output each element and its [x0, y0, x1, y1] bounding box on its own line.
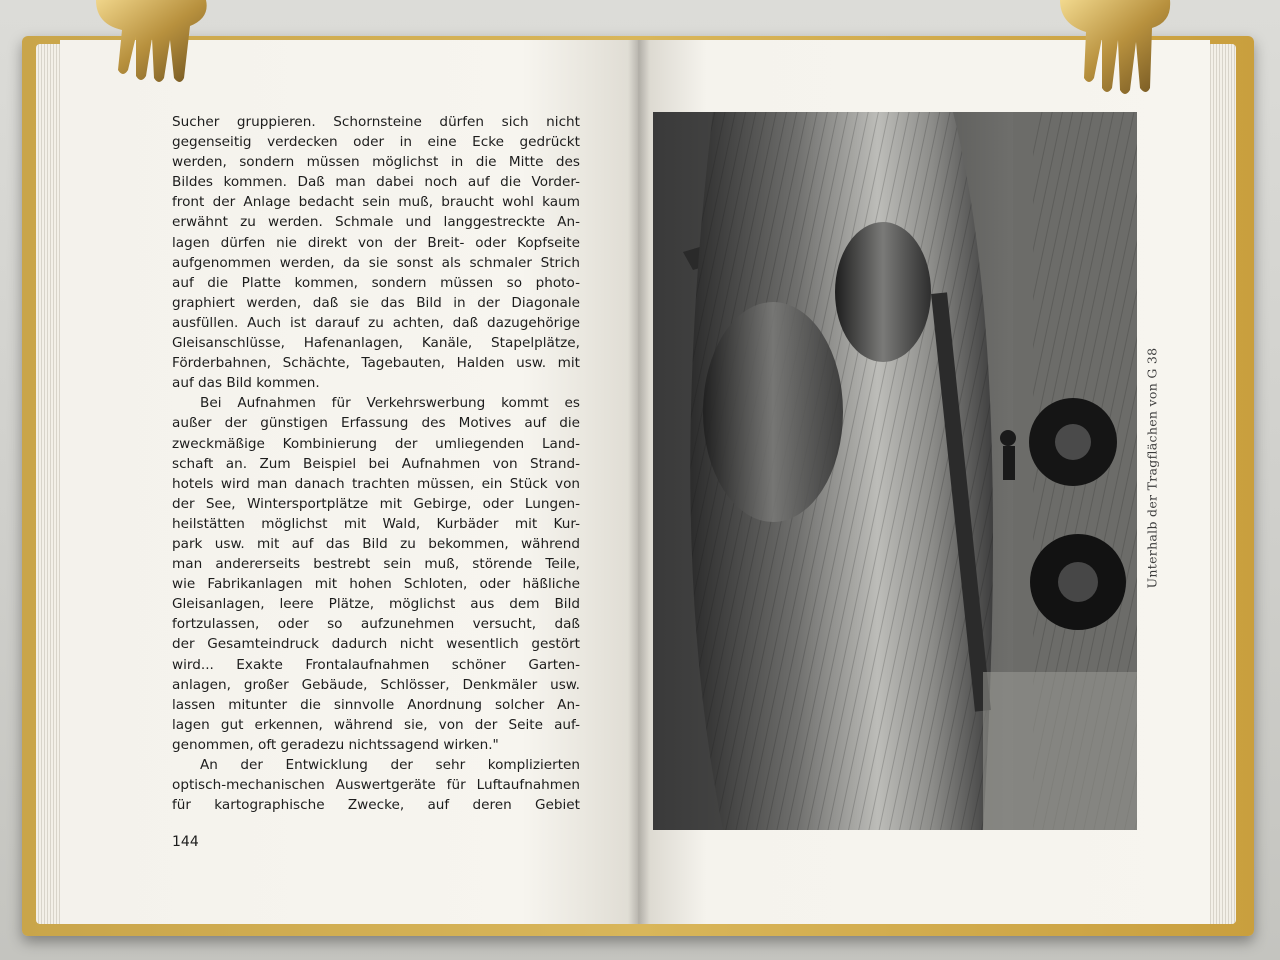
text-line: erwähnt zu werden. Schmale und langgestreckte An-	[172, 214, 580, 231]
text-line: wird... Exakte Frontalaufnahmen schöner Garten-	[172, 656, 580, 673]
text-line: für kartographische Zwecke, auf deren Gebiet	[172, 797, 580, 814]
text-line: Förderbahnen, Schächte, Tagebauten, Halden usw. mit	[172, 355, 580, 372]
text-line: auf das Bild kommen.	[172, 375, 320, 392]
text-line: heilstätten möglichst mit Wald, Kurbäder mit Kur-	[172, 515, 580, 532]
left-page-holder-hand	[86, 0, 216, 86]
text-line: lagen gut erkennen, während sie, von der Seite auf-	[172, 716, 580, 733]
text-line: schaft an. Zum Beispiel bei Aufnahmen von Strand-	[172, 455, 580, 472]
text-line: lassen mitunter die sinnvolle Anordnung solcher An-	[172, 696, 580, 713]
text-line: genommen, oft geradezu nichtssagend wirken."	[172, 736, 499, 753]
text-line: Gleisanlagen, leere Plätze, möglichst aus dem Bild	[172, 596, 580, 613]
text-line: wie Fabrikanlagen mit hohen Schloten, oder häßliche	[172, 576, 580, 593]
text-line: lagen dürfen nie direkt von der Breit- oder Kopfseite	[172, 234, 580, 251]
text-line: An der Entwicklung der sehr komplizierten	[200, 757, 580, 773]
text-line: anlagen, großer Gebäude, Schlösser, Denkmäler usw.	[172, 676, 580, 693]
text-line: der Gesamteindruck dadurch nicht wesentlich gestört	[172, 636, 580, 653]
text-line: gegenseitig verdecken oder in eine Ecke gedrückt	[172, 134, 580, 151]
text-line: hotels wird man danach trachten müssen, ein Stück von	[172, 475, 580, 492]
text-line: zweckmäßige Kombinierung der umliegenden Land-	[172, 435, 580, 452]
text-line: man andererseits bestrebt sein muß, störende Teile,	[172, 556, 580, 573]
right-page-holder-hand	[1054, 0, 1178, 98]
text-line: fortzulassen, oder so aufzunehmen versucht, daß	[172, 616, 580, 633]
book-gutter	[628, 40, 650, 924]
text-line: Bei Aufnahmen für Verkehrswerbung kommt es	[200, 395, 580, 412]
aircraft-photograph	[653, 112, 1137, 830]
aircraft-photo-illustration	[653, 112, 1137, 830]
page-number: 144	[172, 834, 199, 850]
text-line: auf die Platte kommen, sondern müssen so photo-	[172, 274, 580, 291]
text-line: graphiert werden, daß sie das Bild in der Diagonale	[172, 294, 580, 311]
text-line: werden, sondern müssen möglichst in die Mitte des	[172, 154, 580, 171]
text-line: ausfüllen. Auch ist darauf zu achten, daß dazugehörige	[172, 314, 580, 331]
text-line: park usw. mit auf das Bild zu bekommen, während	[172, 535, 580, 552]
text-line: Gleisanschlüsse, Hafenanlagen, Kanäle, Stapelplätze,	[172, 335, 580, 352]
text-line: der See, Wintersportplätze mit Gebirge, oder Lungen-	[172, 495, 580, 512]
text-line: optisch-mechanischen Auswertgeräte für Luftaufnahmen	[172, 777, 580, 794]
text-line: Bildes kommen. Daß man dabei noch auf die Vorder-	[172, 174, 580, 191]
left-page-text	[172, 112, 580, 815]
text-line: front der Anlage bedacht sein muß, braucht wohl kaum	[172, 194, 580, 211]
text-line: außer der günstigen Erfassung des Motives auf die	[172, 415, 580, 432]
text-line: aufgenommen werden, da sie sonst als schmaler Strich	[172, 254, 580, 271]
text-line: Sucher gruppieren. Schornsteine dürfen sich nicht	[172, 114, 580, 130]
